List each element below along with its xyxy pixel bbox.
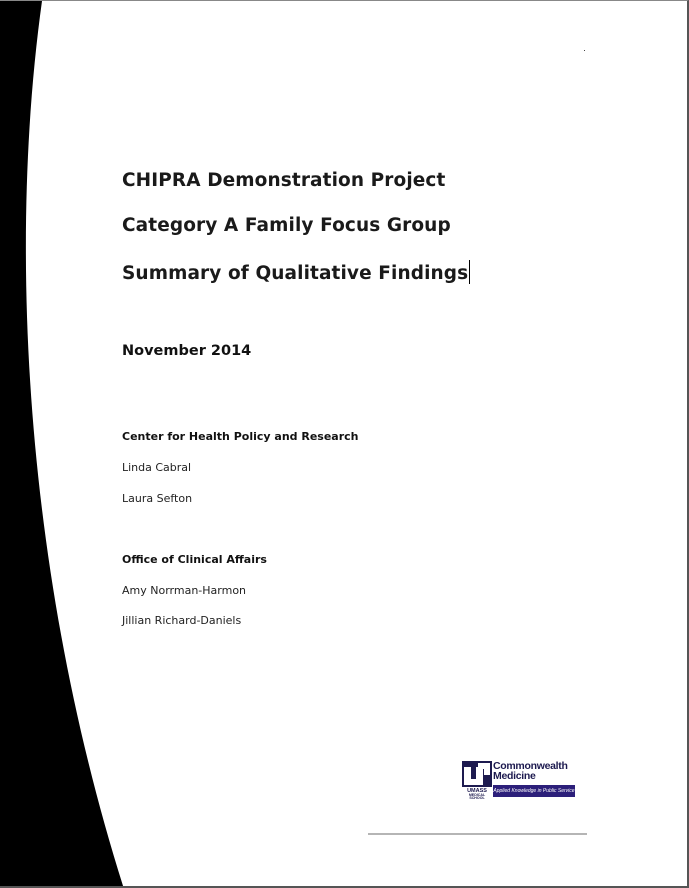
footer-rule <box>368 833 587 835</box>
logo-tagline: Applied Knowledge in Public Service <box>493 785 575 797</box>
author-amy-norrman-harmon[interactable]: Amy Norrman-Harmon <box>122 584 247 597</box>
title-line-1[interactable]: CHIPRA Demonstration Project <box>122 170 446 191</box>
title-line-2[interactable]: Category A Family Focus Group <box>122 215 451 236</box>
logo-name <box>493 761 568 781</box>
arc-shape <box>0 1 124 888</box>
logo-mark-text-1: UMASS <box>467 788 487 794</box>
commonwealth-medicine-logo <box>462 761 576 799</box>
umass-medical-logo-icon <box>462 761 492 799</box>
logo-name-line2: Medicine <box>493 770 536 782</box>
author-laura-sefton[interactable]: Laura Sefton <box>122 492 193 505</box>
logo-mark-text-2: MEDICAL <box>468 793 486 797</box>
logo-mark-text-3: SCHOOL <box>469 796 485 799</box>
logo-name-line1: Commonwealth <box>493 760 568 772</box>
title-line-3-wrapper[interactable] <box>122 260 470 284</box>
report-date[interactable]: November 2014 <box>122 343 252 359</box>
text-cursor <box>469 260 470 284</box>
stray-dot <box>584 50 585 51</box>
org-heading-1[interactable]: Center for Health Policy and Research <box>122 430 359 443</box>
author-jillian-richard-daniels[interactable]: Jillian Richard-Daniels <box>122 614 242 627</box>
decorative-black-arc <box>0 1 130 888</box>
author-linda-cabral[interactable]: Linda Cabral <box>122 461 192 474</box>
title-line-3[interactable]: Summary of Qualitative Findings <box>122 263 469 284</box>
org-heading-2[interactable]: Office of Clinical Affairs <box>122 553 267 566</box>
